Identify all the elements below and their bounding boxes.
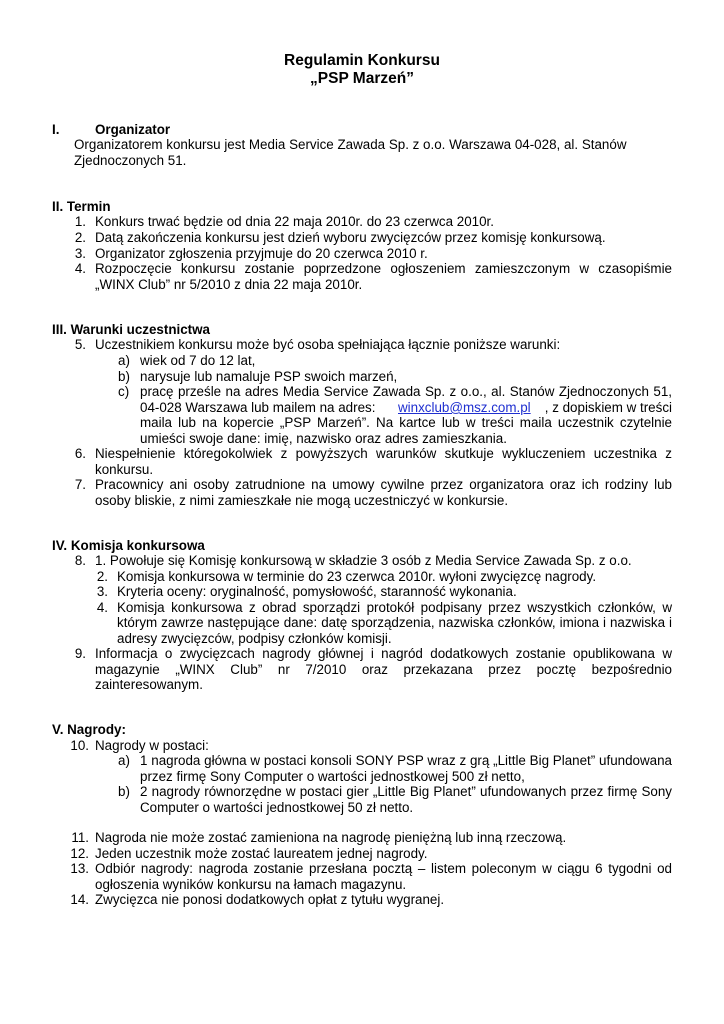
sublist-letter: c)	[118, 384, 130, 399]
list-number: 2.	[96, 569, 108, 584]
sublist-letter: b)	[118, 784, 130, 799]
list-number: 3.	[96, 584, 108, 599]
section-2-heading: II. Termin	[52, 199, 111, 214]
list-item: Niespełnienie któregokolwiek z powyższych warunków skutkuje wykluczeniem uczestnika z	[95, 446, 672, 461]
sublist-item-continued: przez firmę Sony Computer o wartości jednostkowej 500 zł netto,	[140, 769, 525, 784]
list-item-continued: adresy zwycięzców, podpisy członków komisji.	[117, 631, 392, 646]
list-number: 9.	[74, 646, 86, 661]
document-title: Regulamin Konkursu	[284, 52, 440, 69]
list-item-continued: zainteresowanym.	[95, 677, 203, 692]
sublist-item-continued: , z dopiskiem w treści	[544, 400, 672, 415]
list-number: 13.	[70, 861, 89, 876]
list-number: 8.	[74, 553, 86, 568]
list-item: Organizator zgłoszenia przyjmuje do 20 czerwca 2010 r.	[95, 246, 428, 261]
list-number: 4.	[96, 600, 108, 615]
list-number: 5.	[74, 337, 86, 352]
list-item: Nagrody w postaci:	[95, 738, 209, 753]
list-number: 4.	[74, 261, 86, 276]
list-item: Komisja konkursowa w terminie do 23 czerwca 2010r. wyłoni zwycięzcę nagrody.	[117, 569, 597, 584]
list-number: 1.	[74, 214, 86, 229]
list-item: Komisja konkursowa z obrad sporządzi protokół podpisany przez wszystkich członków, w	[117, 600, 672, 615]
list-item: Datą zakończenia konkursu jest dzień wyboru zwycięzców przez komisję konkursową.	[95, 230, 606, 245]
sublist-item: 2 nagrody równorzędne w postaci gier „Little Big Planet” ufundowanych przez firmę Sony	[140, 784, 672, 799]
document-subtitle: „PSP Marzeń”	[310, 70, 414, 87]
list-number: 10.	[70, 738, 89, 753]
section-4-heading: IV. Komisja konkursowa	[52, 538, 205, 553]
list-item: Uczestnikiem konkursu może być osoba spełniająca łącznie poniższe warunki:	[95, 337, 561, 352]
sublist-item-continued: 04-028 Warszawa lub mailem na adres:	[140, 400, 376, 415]
sublist-item: pracę prześle na adres Media Service Zawada Sp. z o.o., al. Stanów Zjednoczonych 51,	[140, 384, 672, 399]
list-item-continued: „WINX Club” nr 5/2010 z dnia 22 maja 2010r.	[95, 277, 363, 292]
sublist-item: wiek od 7 do 12 lat,	[140, 353, 256, 368]
sublist-item-continued: umieści swoje dane: imię, nazwisko oraz adres zamieszkania.	[140, 431, 507, 446]
section-1-heading: Organizator	[95, 122, 171, 137]
list-number: 11.	[71, 830, 89, 845]
section-5-heading: V. Nagrody:	[52, 722, 126, 737]
list-item-continued: osoby bliskie, z nimi zamieszkałe nie mogą uczestniczyć w konkursie.	[95, 493, 509, 508]
section-3-heading: III. Warunki uczestnictwa	[52, 322, 210, 337]
list-item: Rozpoczęcie konkursu zostanie poprzedzone ogłoszeniem zamieszczonym w czasopiśmie	[95, 261, 672, 276]
sublist-item-continued: Computer o wartości jednostkowej 50 zł netto.	[140, 800, 414, 815]
list-number: 3.	[74, 246, 86, 261]
list-item: Informacja o zwycięzcach nagrody głównej i nagród dodatkowych zostanie opublikowana w	[95, 646, 672, 661]
list-item: Jeden uczestnik może zostać laureatem jednej nagrody.	[95, 846, 428, 861]
email-link[interactable]: winxclub@msz.com.pl	[398, 400, 531, 415]
list-item: 1. Powołuje się Komisję konkursową w składzie 3 osób z Media Service Zawada Sp. z o.o.	[95, 553, 632, 568]
list-item: Odbiór nagrody: nagroda zostanie przesłana pocztą – listem poleconym w ciągu 6 tygodni od	[95, 861, 672, 876]
list-number: 2.	[74, 230, 86, 245]
list-item-continued: którym zawrze następujące dane: datę sporządzenia, nazwiska członków, imiona i nazwiska i	[117, 615, 672, 630]
list-number: 6.	[74, 446, 86, 461]
section-1-text-line2: Zjednoczonych 51.	[74, 153, 187, 168]
sublist-item: narysuje lub namaluje PSP swoich marzeń,	[140, 369, 398, 384]
list-item: Kryteria oceny: oryginalność, pomysłowość, staranność wykonania.	[117, 584, 517, 599]
list-item: Pracownicy ani osoby zatrudnione na umowy cywilne przez organizatora oraz ich rodziny lub	[95, 477, 672, 492]
sublist-item: 1 nagroda główna w postaci konsoli SONY PSP wraz z grą „Little Big Planet” ufundowana	[140, 753, 672, 768]
list-item-continued: ogłoszenia wyników konkursu na łamach magazynu.	[95, 877, 407, 892]
section-1-text-line1: Organizatorem konkursu jest Media Service Zawada Sp. z o.o. Warszawa 04-028, al. Stanów	[74, 137, 627, 152]
list-item: Nagroda nie może zostać zamieniona na nagrodę pieniężną lub inną rzeczową.	[95, 830, 567, 845]
sublist-letter: b)	[118, 369, 130, 384]
sublist-item-continued: maila lub na kopercie „PSP Marzeń”. Na kartce lub w treści maila uczestnik czytelnie	[140, 415, 672, 430]
list-item-continued: magazynie „WINX Club” nr 7/2010 oraz przekazana przez pocztę bezpośrednio	[95, 662, 672, 677]
list-number: 7.	[74, 477, 86, 492]
list-item-continued: konkursu.	[95, 462, 154, 477]
sublist-letter: a)	[118, 353, 130, 368]
list-item: Zwycięzca nie ponosi dodatkowych opłat z tytułu wygranej.	[95, 892, 445, 907]
section-1-number: I.	[52, 122, 60, 137]
list-number: 14.	[70, 892, 89, 907]
list-item: Konkurs trwać będzie od dnia 22 maja 2010r. do 23 czerwca 2010r.	[95, 214, 494, 229]
list-number: 12.	[70, 846, 89, 861]
sublist-letter: a)	[118, 753, 130, 768]
